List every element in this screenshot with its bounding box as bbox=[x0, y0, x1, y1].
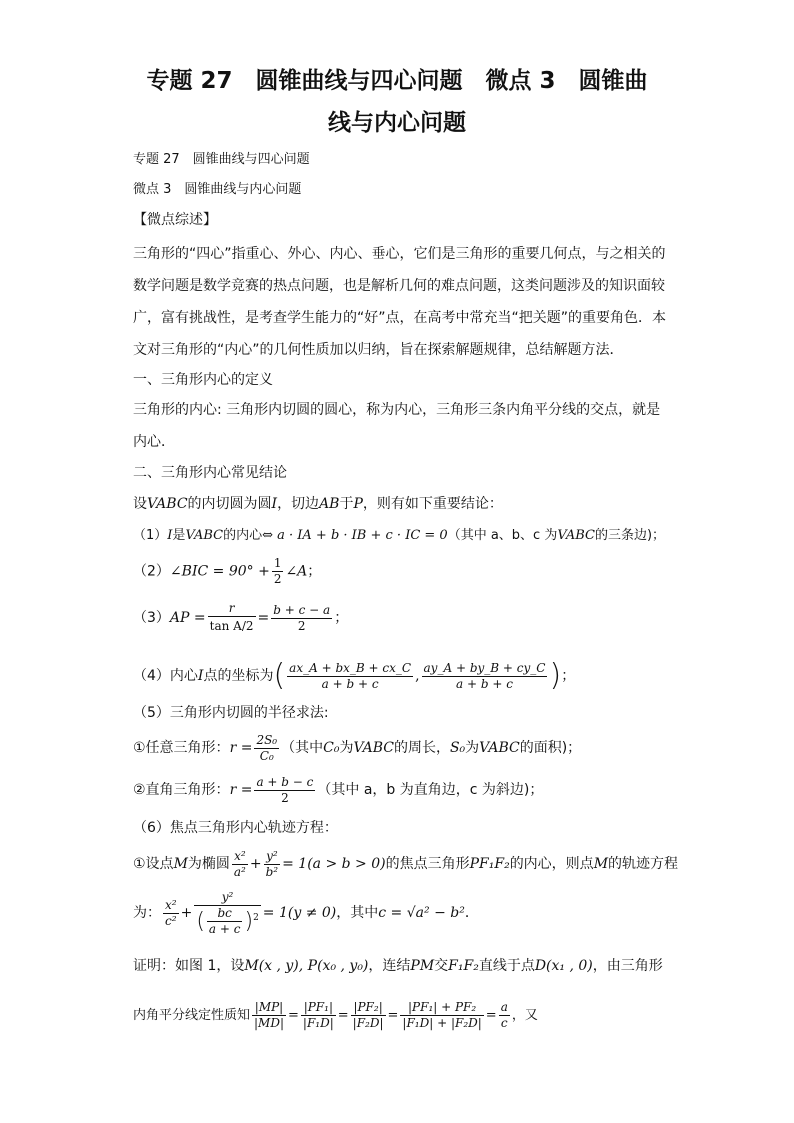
conclusion-intro: 设VABC的内切圆为圆I，切边AB于P，则有如下重要结论： bbox=[133, 496, 503, 512]
definition-line: 三角形的内心: 三角形内切圆的圆心，称为内心，三角形三条内角平分线的交点，就是 bbox=[133, 402, 661, 418]
subtitle-topic: 专题 27 圆锥曲线与四心问题 bbox=[133, 152, 310, 167]
conclusion-4: （4）内心I点的坐标为( $\frac{ax\_A + bx\_B + cx\_C}{a + b + c}$ , $\frac{ay\_A + by\_B + cy\_C}{a + b + c}$ )； bbox=[133, 658, 576, 693]
paragraph-line: 数学问题是数学竞赛的热点问题，也是解析几何的难点问题，这类问题涉及的知识面较 bbox=[133, 278, 665, 294]
conclusion-5: （5）三角形内切圆的半径求法: bbox=[133, 705, 329, 721]
title-line-2: 线与内心问题 bbox=[328, 110, 466, 136]
document-title bbox=[120, 60, 674, 144]
conclusion-3: （3）AP = $\frac{r}{\text{tan A/2}}$ = $\frac{b + c - a}{2}$ ； bbox=[133, 601, 349, 633]
conclusion-2: （2）∠BIC = 90° + $\frac{1}{2}$ ∠A； bbox=[133, 556, 322, 586]
title-line-1: 专题 27 圆锥曲线与四心问题 微点 3 圆锥曲 bbox=[146, 68, 648, 94]
proof-line-2: 内角平分线定性质知 $\frac{|MP|}{|MD|}$ = $\frac{\text{|PF₁|}}{\text{|F₁D|}}$ = $\frac{\text{|PF₂|}}{\text{|F₂D|}}$ = $\frac{\text{|PF₁| + PF₂}}{\text{|F₁D| + |F₂D|}}$ = $\frac{a}{c}$ ，又 bbox=[133, 1000, 538, 1030]
conclusion-1: （1）I是VABC的内心⇔ a · IA + b · IB + c · IC = 0（其中 a、b、c 为VABC的三条边)； bbox=[133, 528, 666, 543]
section-heading-conclusions: 二、三角形内心常见结论 bbox=[133, 465, 287, 481]
proof-line-1: 证明：如图 1，设M(x , y), P(x₀ , y₀)，连结PM交F₁F₂直线于点D(x₁ , 0)，由三角形 bbox=[133, 958, 663, 974]
conclusion-6: （6）焦点三角形内心轨迹方程： bbox=[133, 820, 338, 836]
paragraph-line: 广，富有挑战性，是考查学生能力的“好”点，在高考中常充当“把关题”的重要角色．本 bbox=[133, 310, 667, 326]
conclusion-6-locus: 为： $\frac{\text{x²}}{\text{c²}}$ + y² ( $\frac{bc}{a + c}$ )$^2$ = 1(y ≠ 0)，其中c = √a² − b²． bbox=[133, 889, 479, 936]
paragraph-line: 文对三角形的“内心”的几何性质加以归纳，旨在探索解题规律，总结解题方法． bbox=[133, 342, 624, 358]
paragraph-line: 三角形的“四心”指重心、外心、内心、垂心，它们是三角形的重要几何点，与之相关的 bbox=[133, 246, 666, 262]
definition-line: 内心． bbox=[133, 434, 175, 450]
section-heading-definition: 一、三角形内心的定义 bbox=[133, 372, 273, 388]
subtitle-point: 微点 3 圆锥曲线与内心问题 bbox=[133, 182, 302, 197]
conclusion-5-any-triangle: ①任意三角形：r = $\frac{\text{2S₀}}{\text{C₀}}$ （其中C₀为VABC的周长，S₀为VABC的面积)； bbox=[133, 732, 582, 763]
conclusion-5-right-triangle: ②直角三角形：r = $\frac{a + b - c}{2}$ （其中 a，b 为直角边，c 为斜边)； bbox=[133, 774, 544, 805]
section-heading-overview: 【微点综述】 bbox=[133, 212, 217, 228]
conclusion-6-ellipse: ①设点M为椭圆 $\frac{\text{x²}}{\text{a²}}$ + $\frac{\text{y²}}{\text{b²}}$ = 1(a > b > 0)的焦点三角形PF₁F₂的内心，则点M的轨迹方程 bbox=[133, 848, 679, 879]
